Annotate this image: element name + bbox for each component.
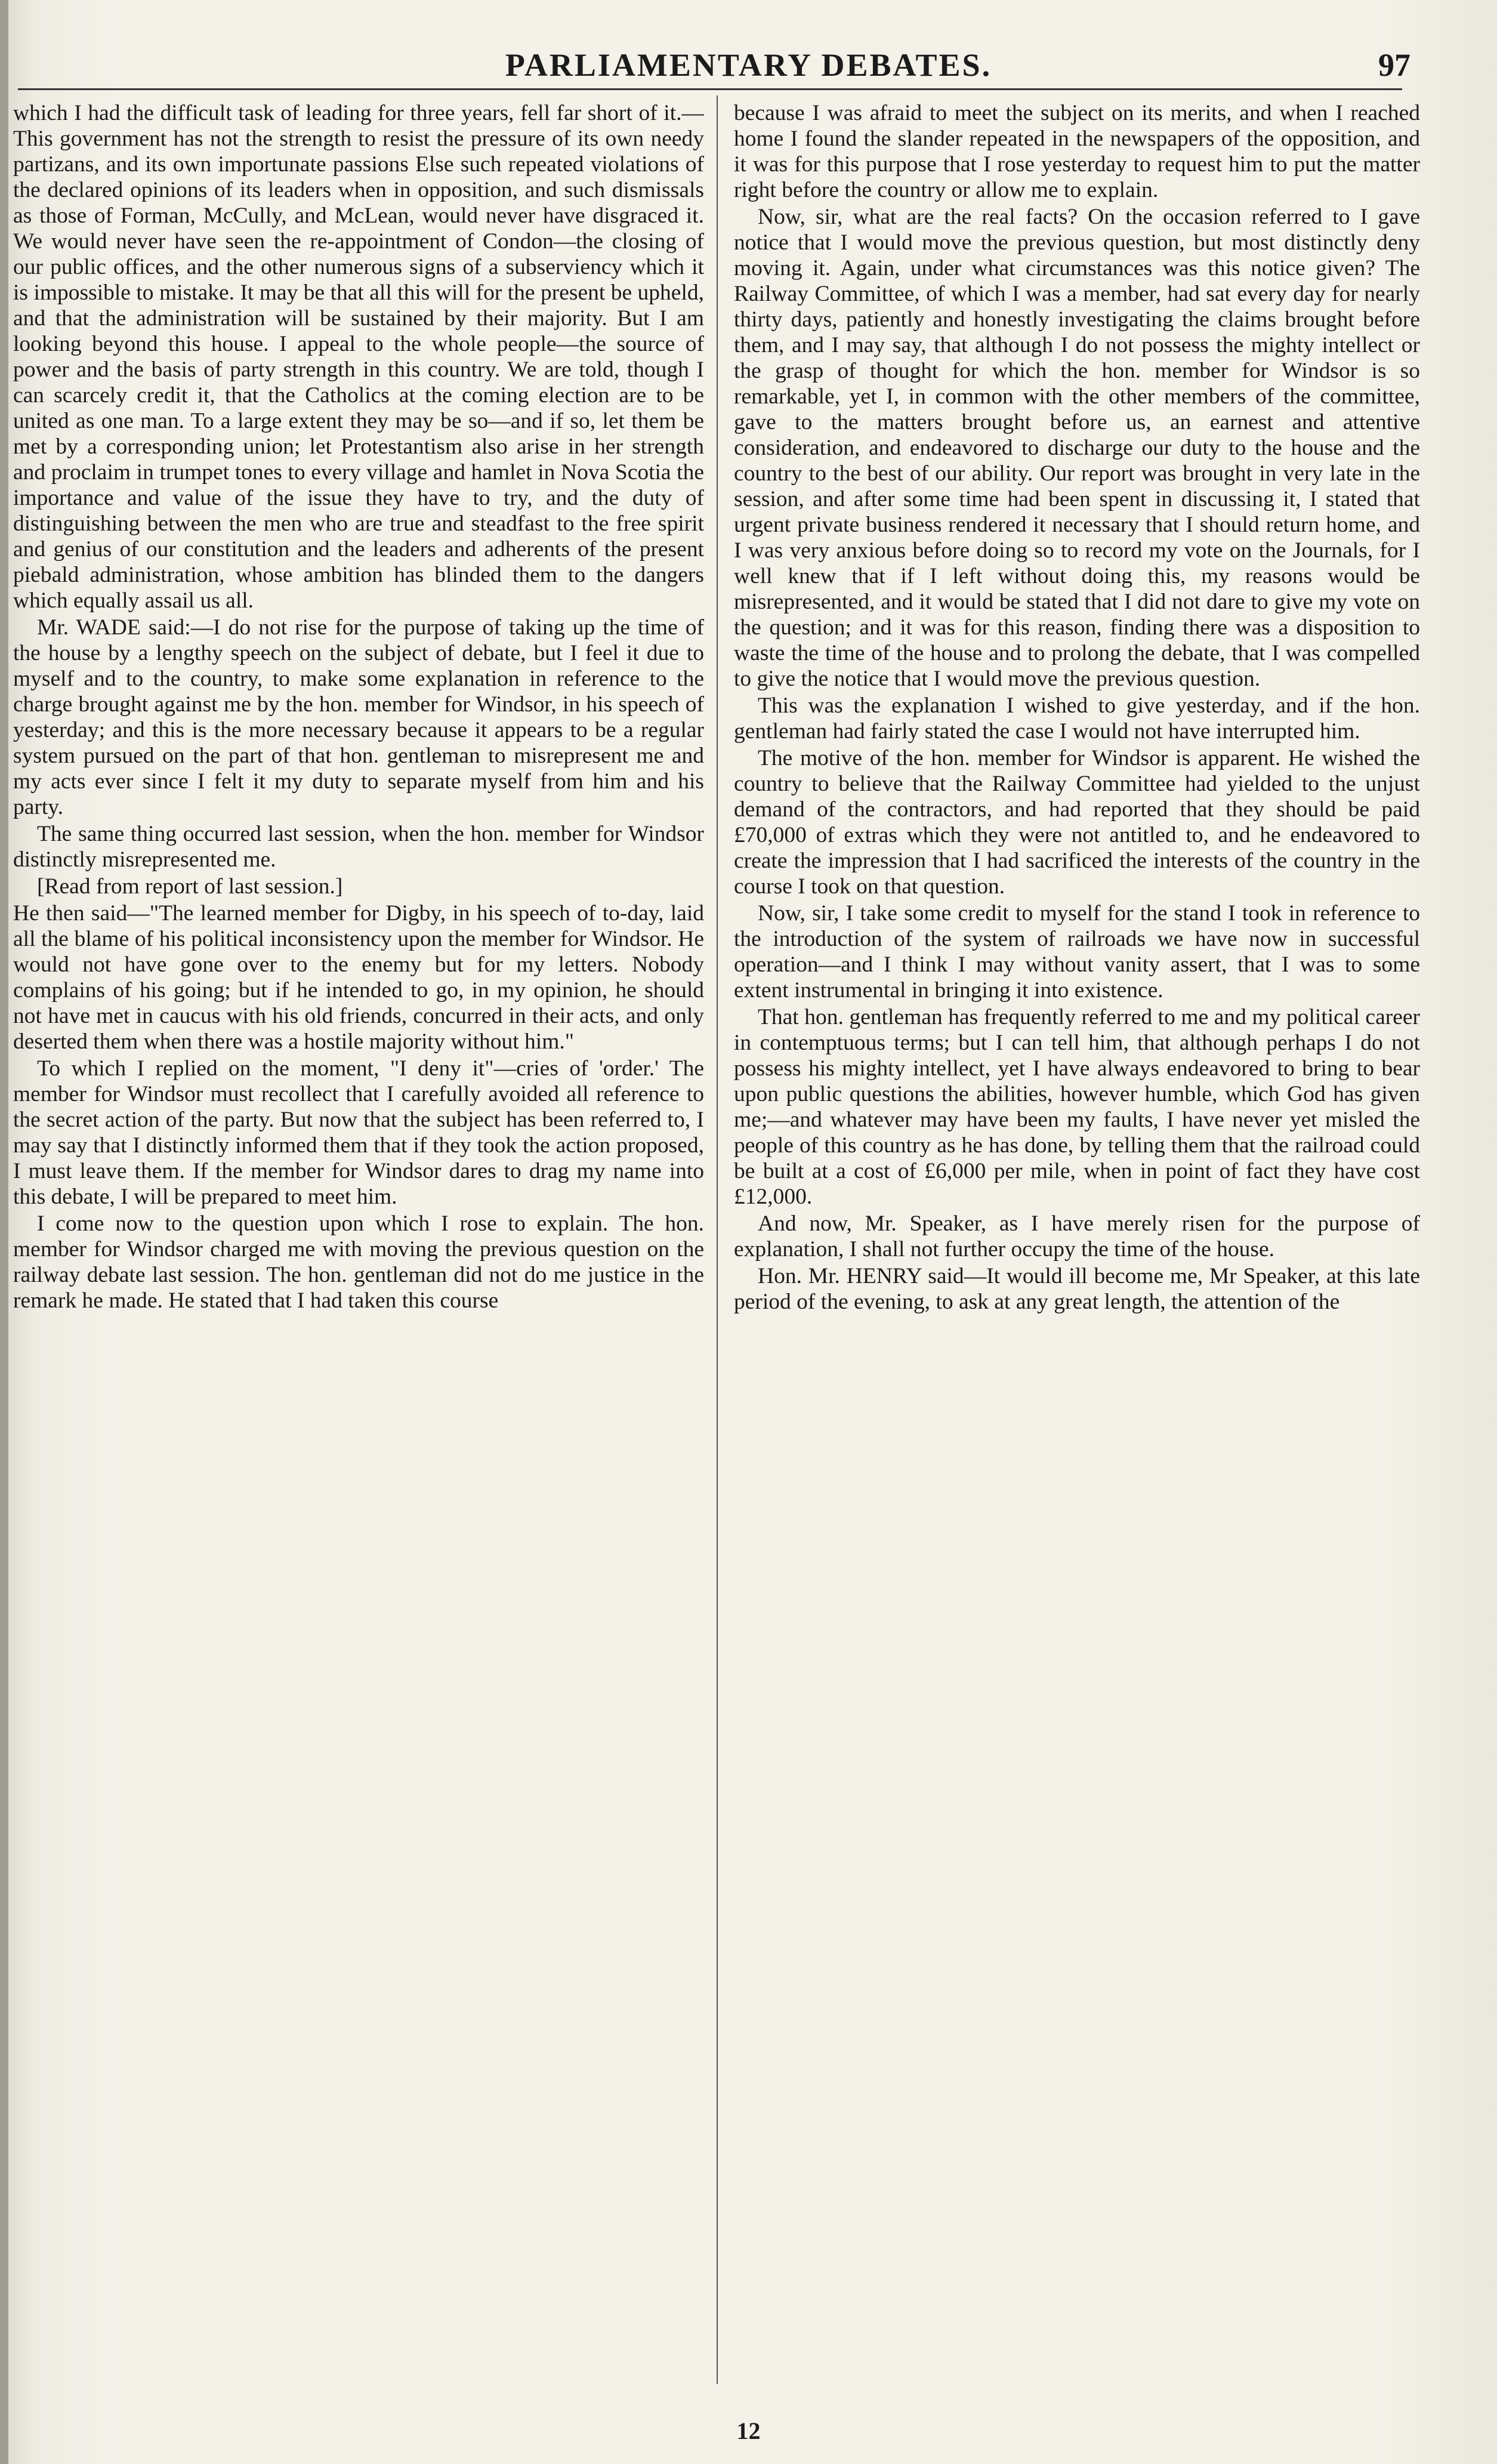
paragraph: Now, sir, what are the real facts? On the occasion referred to I gave notice that I would move the previous question, but most distinctly deny moving it. Again, under what circumstances was this notice given? The Railway Committee, of which I was a member, had sat every day for nearly thirty days, patiently and honestly investigating the claims brought before them, and I may say, that although I do not possess the mighty intellect or the grasp of thought for which the hon. member for Windsor is so remarkable, yet I, in common with the other members of the committee, gave to the matters brought before us, an earnest and attentive consideration, and endeavored to discharge our duty to the house and the country to the best of our ability. Our report was brought in very late in the session, and after some time had been spent in discussing it, I stated that urgent private business rendered it necessary that I should return home, and I was very anxious before doing so to record my vote on the Journals, for I well knew that if I left without doing this, my reasons would be misrepresented, and it would be stated that I did not dare to give my vote on the question; and it was for this reason, finding there was a disposition to waste the time of the house and to prolong the debate, that I was compelled to give the notice that I would move the previous question. bbox=[734, 205, 1420, 691]
paragraph: And now, Mr. Speaker, as I have merely risen for the purpose of explanation, I shall not further occupy the time of the house. bbox=[734, 1211, 1420, 1262]
page-header bbox=[0, 29, 1497, 94]
paragraph: That hon. gentleman has frequently referred to me and my political career in contemptuous terms; but I can tell him, that although perhaps I do not possess his mighty intellect, yet I have always endeavored to bring to bear upon public questions the abilities, however humble, which God has given me;—and whatever may have been my faults, I have never yet misled the people of this country as he has done, by telling them that the railroad could be built at a cost of £6,000 per mile, when in point of fact they have cost £12,000. bbox=[734, 1005, 1420, 1209]
paragraph: This was the explanation I wished to give yesterday, and if the hon. gentleman had fairly stated the case I would not have interrupted him. bbox=[734, 693, 1420, 744]
paragraph: Hon. Mr. HENRY said—It would ill become me, Mr Speaker, at this late period of the evening, to ask at any great length, the attention of the bbox=[734, 1264, 1420, 1314]
paragraph: because I was afraid to meet the subject on its merits, and when I reached home I found the slander repeated in the newspapers of the opposition, and it was for this purpose that I rose yesterday to request him to put the matter right before the country or allow me to explain. bbox=[734, 101, 1420, 202]
signature-mark: 12 bbox=[736, 2417, 761, 2444]
column-divider bbox=[717, 95, 718, 2384]
right-column bbox=[734, 100, 1420, 2380]
paragraph: Now, sir, I take some credit to myself for the stand I took in reference to the introduction of the system of railroads we have now in successful operation—and I think I may without vanity assert, that I was to some extent instrumental in bringing it into existence. bbox=[734, 901, 1420, 1003]
running-title: PARLIAMENTARY DEBATES. bbox=[505, 47, 992, 83]
page-number: 97 bbox=[1378, 47, 1410, 83]
paragraph: which I had the difficult task of leading for three years, fell far short of it.—This government has not the strength to resist the pressure of its own needy partizans, and its own importunate passions Else such repeated violations of the declared opinions of its leaders when in opposition, and such dismissals as those of Forman, McCully, and McLean, would never have disgraced it. We would never have seen the re-appointment of Condon—the closing of our public offices, and the other numerous signs of a subserviency which it is impossible to mistake. It may be that all this will for the present be upheld, and that the administration will be sustained by their majority. But I am looking beyond this house. I appeal to the whole people—the source of power and the basis of party strength in this country. We are told, though I can scarcely credit it, that the Catholics at the coming election are to be united as one man. To a large extent they may be so—and if so, let them be met by a corresponding union; let Protestantism also arise in her strength and proclaim in trumpet tones to every village and hamlet in Nova Scotia the importance and value of the issue they have to try, and the duty of distinguishing between the men who are true and steadfast to the free spirit and genius of our constitution and the leaders and adherents of the present piebald administration, whose ambition has blinded them to the dangers which equally assail us all. bbox=[13, 101, 704, 613]
page-binding-edge bbox=[0, 0, 8, 2464]
paragraph: [Read from report of last session.] bbox=[37, 874, 343, 899]
left-column bbox=[13, 100, 704, 2380]
paragraph: The motive of the hon. member for Windsor is apparent. He wished the country to believe that the Railway Committee had yielded to the unjust demand of the contractors, and had reported that they should be paid £70,000 of extras which they were not antitled to, and he endeavored to create the impression that I had sacrificed the interests of the country in the course I took on that question. bbox=[734, 746, 1420, 899]
paragraph: Mr. WADE said:—I do not rise for the purpose of taking up the time of the house by a lengthy speech on the subject of debate, but I feel it due to myself and to the country, to make some explanation in reference to the charge brought against me by the hon. member for Windsor, in his speech of yesterday; and this is the more necessary because it appears to be a regular system pursued on the part of that hon. gentleman to misrepresent me and my acts ever since I felt it my duty to separate myself from him and his party. bbox=[13, 615, 704, 819]
header-rule bbox=[18, 88, 1402, 90]
paragraph: He then said—"The learned member for Digby, in his speech of to-day, laid all the blame of his political inconsistency upon the member for Windsor. He would not have gone over to the enemy but for my letters. Nobody complains of his going; but if he intended to go, in my opinion, he should not have met in caucus with his old friends, concurred in their acts, and only deserted them when there was a hostile majority without him." bbox=[13, 901, 704, 1054]
paragraph: The same thing occurred last session, when the hon. member for Windsor distinctly misrepresented me. bbox=[13, 822, 704, 872]
paragraph: To which I replied on the moment, "I deny it"—cries of 'order.' The member for Windsor must recollect that I carefully avoided all reference to the secret action of the party. But now that the subject has been referred to, I may say that I distinctly informed them that if they took the action proposed, I must leave them. If the member for Windsor dares to drag my name into this debate, I will be prepared to meet him. bbox=[13, 1056, 704, 1209]
paragraph: I come now to the question upon which I rose to explain. The hon. member for Windsor charged me with moving the previous question on the railway debate last session. The hon. gentleman did not do me justice in the remark he made. He stated that I had taken this course bbox=[13, 1211, 704, 1313]
